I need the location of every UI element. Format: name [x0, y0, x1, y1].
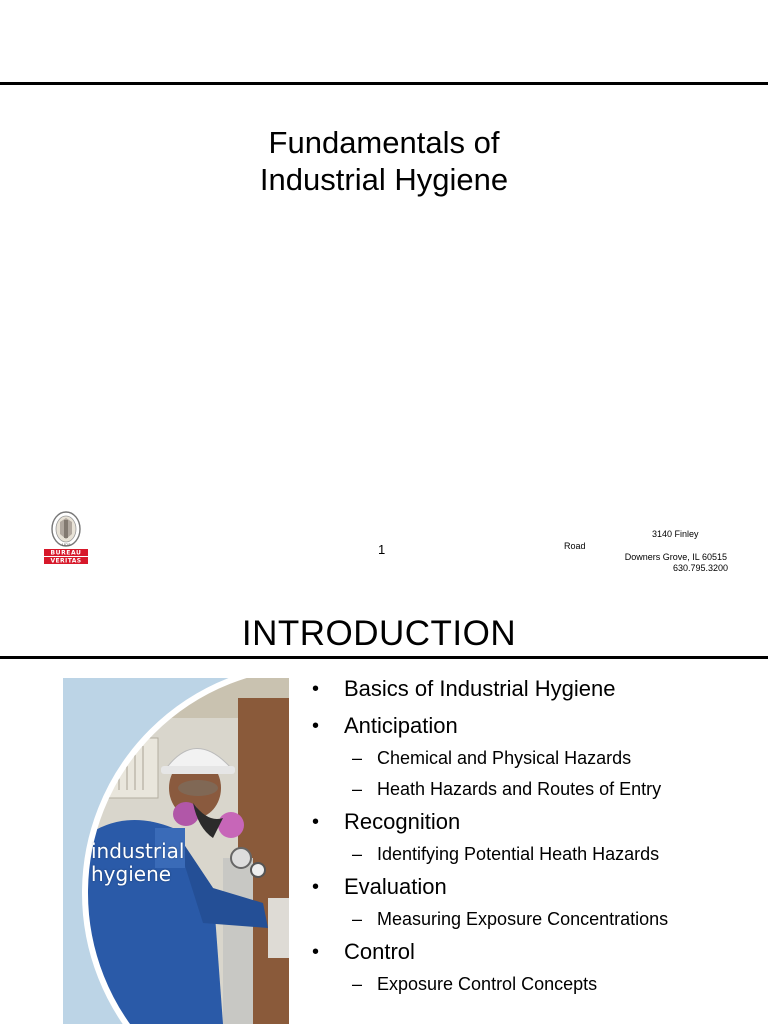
slide-title: INTRODUCTION — [241, 614, 517, 653]
title-line-2: Industrial Hygiene — [259, 162, 509, 197]
bullet-item: • Recognition — [312, 809, 762, 835]
bullet-item: • Basics of Industrial Hygiene — [312, 676, 762, 702]
sub-bullet-item: – Chemical and Physical Hazards — [312, 747, 762, 769]
bureau-veritas-logo — [43, 510, 89, 566]
bullet-list — [312, 676, 762, 995]
sub-bullet-item: – Measuring Exposure Concentrations — [312, 908, 762, 930]
svg-text:VERITAS: VERITAS — [50, 557, 82, 565]
address-phone: 630.795.3200 — [672, 563, 728, 573]
bullet-item: • Control — [312, 939, 762, 965]
address-road: Road — [564, 541, 586, 551]
photo-caption — [91, 840, 184, 886]
address-street: 3140 Finley — [652, 529, 699, 539]
bullet-item: • Evaluation — [312, 874, 762, 900]
sub-bullet-item: – Exposure Control Concepts — [312, 973, 762, 995]
introduction-slide — [0, 600, 768, 1024]
sub-bullet-item: – Identifying Potential Heath Hazards — [312, 843, 762, 865]
photo-caption-line-2: hygiene — [91, 862, 172, 886]
svg-text:BUREAU: BUREAU — [50, 549, 82, 557]
page-number: 1 — [378, 542, 386, 557]
sub-bullet-item: – Heath Hazards and Routes of Entry — [312, 778, 762, 800]
svg-text:1828: 1828 — [61, 543, 71, 547]
presentation-title — [0, 124, 768, 198]
title-line-1: Fundamentals of — [268, 125, 500, 160]
address-city: Downers Grove, IL 60515 — [624, 552, 727, 562]
industrial-hygiene-photo — [63, 678, 289, 1024]
title-rule — [0, 656, 768, 659]
bullet-item: • Anticipation — [312, 713, 762, 739]
top-rule — [0, 82, 768, 85]
photo-caption-line-1: industrial — [91, 839, 185, 863]
